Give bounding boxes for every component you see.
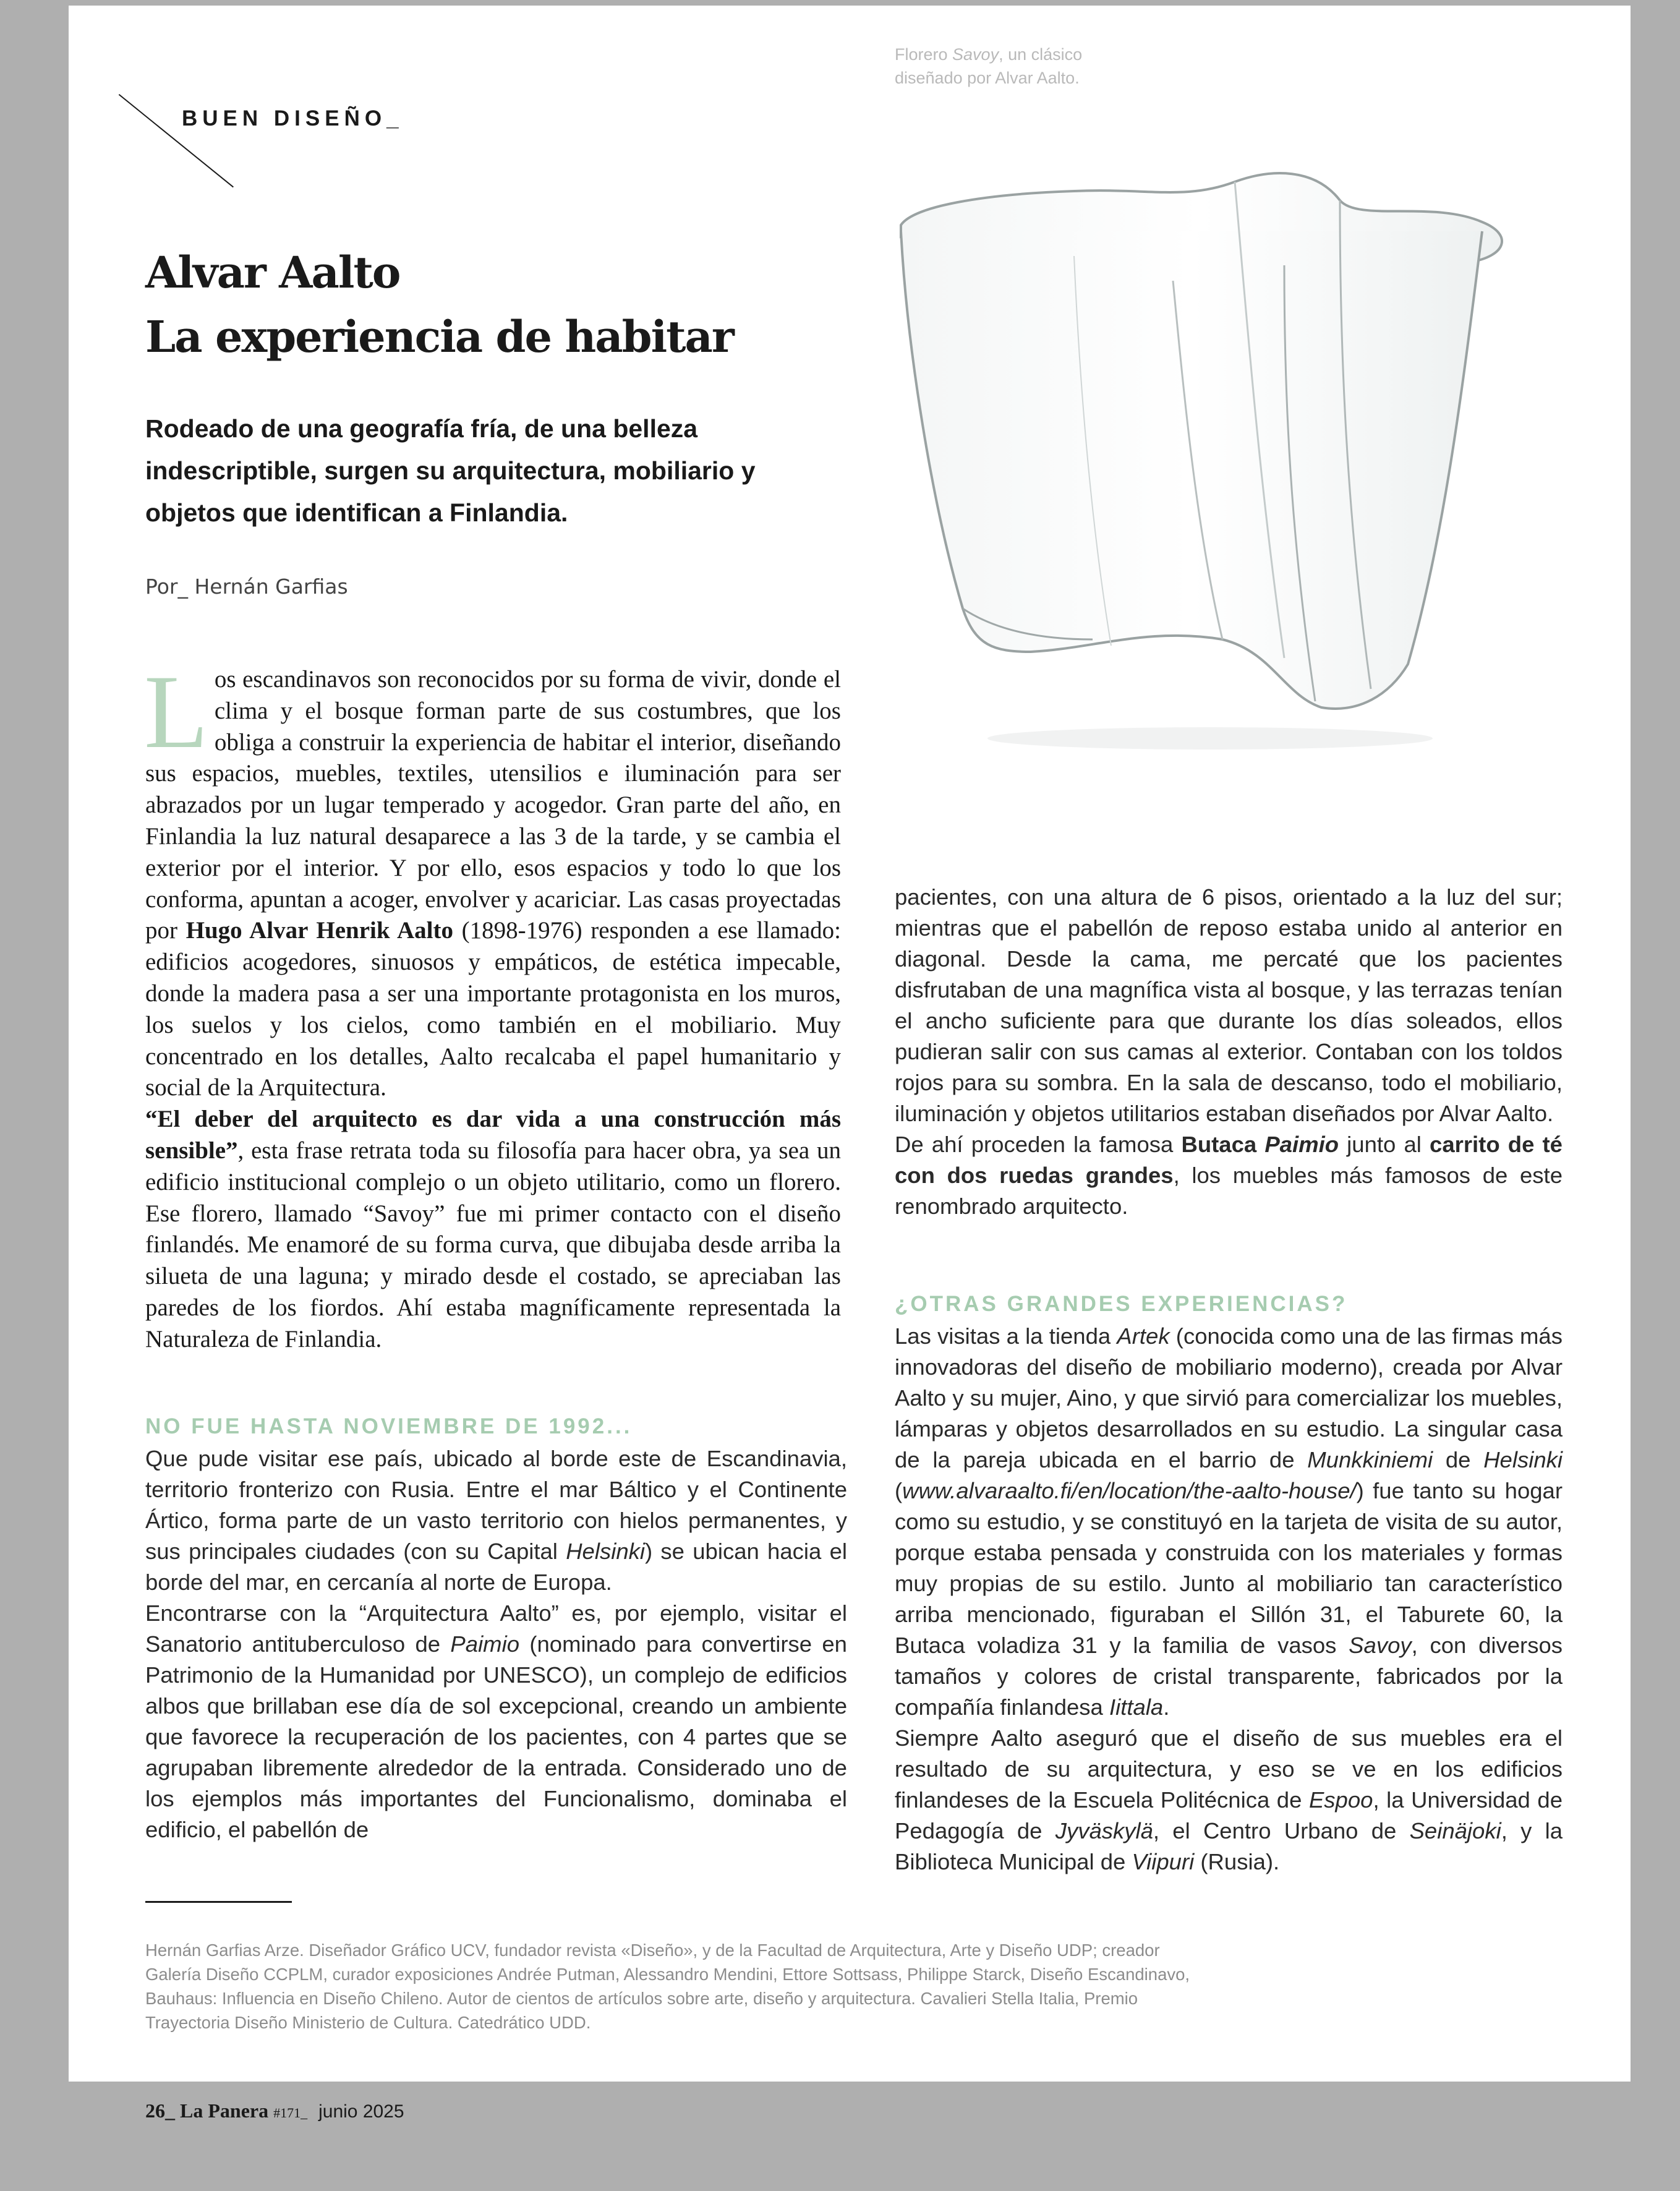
image-caption: Florero Savoy, un clásico diseñado por Alvar Aalto. bbox=[895, 45, 1083, 87]
body-paragraph: Las visitas a la tienda Artek (conocida como una de las firmas más innovadoras del diseño de mobiliario moderno), creada por Alvar Aalto y su mujer, Aino, y que sirvió para comercializar los muebles, lámparas y objetos desarrollados en su estudio. La singular casa de la pareja ubicada en el barrio de Munkkiniemi de Helsinki (www.alvaraalto.fi/en/location/the-aalto-house/) fue tanto su hogar como su estudio, y se constituyó en la tarjeta de visita de su autor, porque estaba pensada y construida con los materiales y formas muy propias de su estilo. Junto al mobiliario tan característico arriba mencionado, figuraban el Sillón 31, el Taburete 60, la Butaca voladiza 31 y la familia de vasos Savoy, con diversos tamaños y colores de cristal transparente, fabricados por la compañía finlandesa Iittala. bbox=[895, 1323, 1563, 1720]
section-heading: ¿OTRAS GRANDES EXPERIENCIAS? bbox=[895, 1292, 1348, 1316]
article-deck: Rodeado de una geografía fría, de una belleza indescriptible, surgen su arquitectura, mobiliario y objetos que identifican a Finlandia. bbox=[145, 414, 756, 527]
body-paragraph: Que pude visitar ese país, ubicado al borde este de Escandinavia, territorio fronterizo con Rusia. Entre el mar Báltico y el Continente Ártico, forma parte de un vasto territorio con hielos permanentes, y sus principales ciudades (con su Capital Helsinki) se ubican hacia el borde del mar, en cercanía al norte de Europa. bbox=[145, 1446, 847, 1595]
drop-cap: L bbox=[144, 654, 208, 770]
body-right-column bbox=[895, 882, 1563, 1222]
section-no-fue-hasta bbox=[145, 1411, 847, 1845]
quote-bold: “El deber del arquitecto es dar vida a una construcción más sensible” bbox=[145, 1106, 841, 1164]
savoy-vase-image bbox=[889, 163, 1532, 769]
article-title bbox=[145, 241, 887, 369]
section-otras-experiencias bbox=[895, 1289, 1563, 1877]
byline: Por_ Hernán Garfias bbox=[145, 574, 348, 599]
magazine-name: La Panera bbox=[180, 2099, 269, 2122]
body-paragraph: Encontrarse con la “Arquitectura Aalto” es, por ejemplo, visitar el Sanatorio antituberculoso de Paimio (nominado para convertirse en Patrimonio de la Humanidad por UNESCO), un complejo de edificios albos que brillaban ese día de sol excepcional, creando un ambiente que favorece la recuperación de los pacientes, con 4 partes que se agrupaban libremente alrededor de la entrada. Considerado uno de los ejemplos más importantes del Funcionalismo, dominaba el edificio, el pabellón de bbox=[145, 1600, 847, 1842]
body-paragraph: Siempre Aalto aseguró que el diseño de sus muebles era el resultado de su arquitectura, y eso se ve en los edificios finlandeses de la Escuela Politécnica de Espoo, la Universidad de Pedagogía de Jyväskylä, el Centro Urbano de Seinäjoki, y la Biblioteca Municipal de Viipuri (Rusia). bbox=[895, 1725, 1563, 1874]
issue-date: junio 2025 bbox=[318, 2101, 404, 2122]
website-link[interactable]: www.alvaraalto.fi/en/location/the-aalto-house/ bbox=[902, 1478, 1357, 1503]
footnote-rule bbox=[145, 1901, 292, 1903]
body-paragraph: De ahí proceden la famosa Butaca Paimio junto al carrito de té con dos ruedas grandes, los muebles más famosos de este renombrado arquitecto. bbox=[895, 1132, 1563, 1219]
title-line-2: La experiencia de habitar bbox=[145, 311, 733, 362]
vase-body bbox=[901, 231, 1482, 709]
body-left-column bbox=[144, 654, 841, 1356]
issue-number: #171_ bbox=[273, 2105, 308, 2121]
section-tag: BUEN DISEÑO_ bbox=[182, 106, 404, 130]
body-paragraph: Los escandinavos son reconocidos por su forma de vivir, donde el clima y el bosque forman parte de sus costumbres, que los obliga a construir la experiencia de habitar el interior, diseñando sus espacios, muebles, textiles, utensilios e iluminación para ser abrazados por un lugar temperado y acogedor. Gran parte del año, en Finlandia la luz natural desaparece a las 3 de la tarde, y se cambia el exterior por el interior. Y por ello, esos espacios y todo lo que los conforma, apuntan a acoger, envolver y acariciar. Las casas proyectadas por Hugo Alvar Henrik Aalto (1898-1976) responden a ese llamado: edificios acogedores, sinuosos y empáticos, de estética impecable, donde la madera pasa a ser una importante protagonista en los muros, los suelos y los cielos, como también en el mobiliario. Muy concentrado en los detalles, Aalto recalcaba el papel humanitario y social de la Arquitectura. bbox=[144, 654, 841, 1101]
magazine-page bbox=[69, 6, 1631, 2082]
body-paragraph: pacientes, con una altura de 6 pisos, orientado a la luz del sur; mientras que el pabellón de reposo estaba unido al anterior en diagonal. Desde la cama, me percaté que los pacientes disfrutaban de una magnífica vista al bosque, y las terrazas tenían el ancho suficiente para que durante los días soleados, ellos pudieran salir con sus camas al exterior. Contaban con los toldos rojos para su sombra. En la sala de descanso, todo el mobiliario, iluminación y objetos utilitarios estaban diseñados por Alvar Aalto. bbox=[895, 884, 1563, 1126]
body-paragraph: “El deber del arquitecto es dar vida a una construcción más sensible”, esta frase retrata toda su filosofía para hacer obra, ya sea un edificio institucional complejo o un objeto utilitario, como un florero. Ese florero, llamado “Savoy” fue mi primer contacto con el diseño finlandés. Me enamoré de su forma curva, que dibujaba desde arriba la silueta de una laguna; y mirado desde el costado, se apreciaban las paredes de los fiordos. Ahí estaba magníficamente representada la Naturaleza de Finlandia. bbox=[145, 1106, 841, 1352]
author-footnote: Hernán Garfias Arze. Diseñador Gráfico UCV, fundador revista «Diseño», y de la Facultad de Arquitectura, Arte y Diseño UDP; creador Galería Diseño CCPLM, curador exposiciones Andrée Putman, Alessandro Mendini, Ettore Sottsass, Philippe Starck, Diseño Escandinavo, Bauhaus: Influencia en Diseño Chileno. Autor de cientos de artículos sobre arte, diseño y arquitectura. Cavalieri Stella Italia, Premio Trayectoria Diseño Ministerio de Cultura. Catedrático UDD. bbox=[145, 1941, 1190, 2032]
title-line-1: Alvar Aalto bbox=[145, 247, 400, 298]
page-folio bbox=[145, 2099, 404, 2122]
section-heading: NO FUE HASTA NOVIEMBRE DE 1992... bbox=[145, 1414, 633, 1438]
page-number: 26_ bbox=[145, 2099, 175, 2122]
